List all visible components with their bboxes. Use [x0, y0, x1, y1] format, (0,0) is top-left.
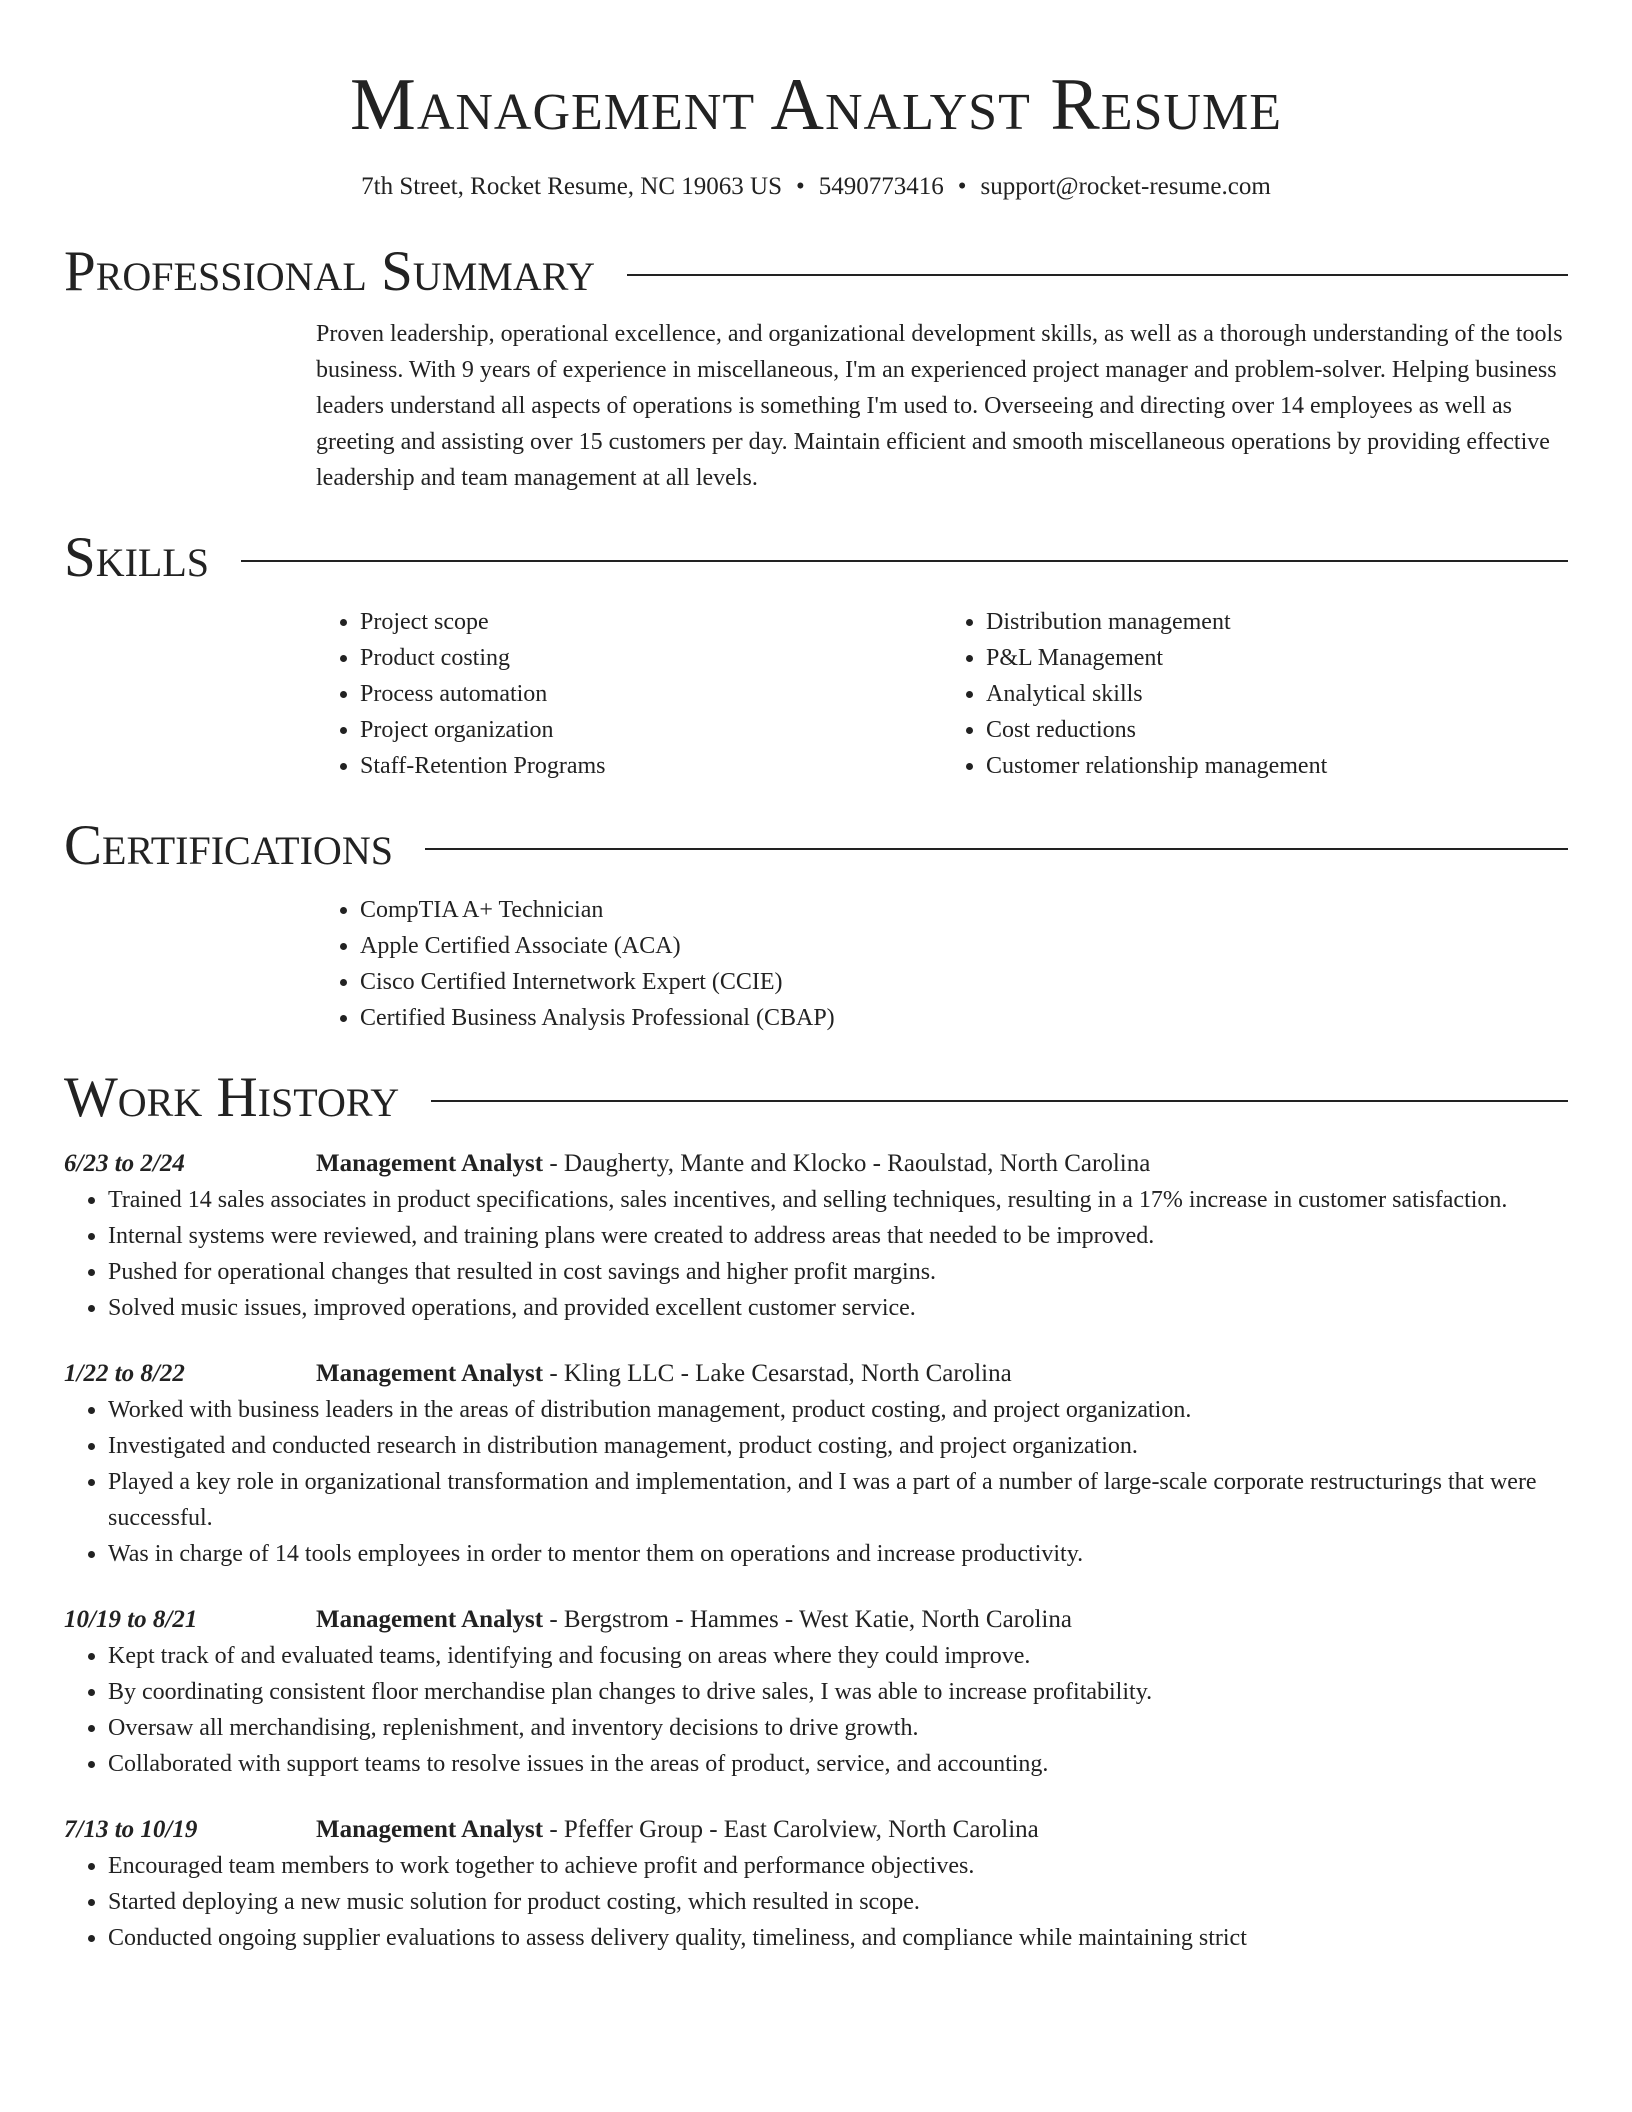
list-item: • Investigated and conducted research in distribution management, product costing, and project organization. — [108, 1428, 1568, 1464]
job-details: - Pfeffer Group - East Carolview, North Carolina — [543, 1816, 1039, 1843]
list-item: • Conducted ongoing supplier evaluations to assess delivery quality, timeliness, and compliance while maintaining strict — [108, 1920, 1568, 1956]
job-entry — [64, 1356, 1568, 1572]
list-item: • Cisco Certified Internetwork Expert (CCIE) — [360, 964, 1568, 1000]
job-header — [64, 1602, 1568, 1638]
job-bullets — [64, 1848, 1568, 1956]
section-divider — [627, 274, 1568, 276]
summary-heading: Professional Summary — [64, 240, 596, 303]
job-dates: 1/22 to 8/22 — [64, 1360, 185, 1387]
work-section-header — [64, 1066, 1568, 1130]
skills-list-right — [942, 604, 1568, 784]
list-item: • Cost reductions — [986, 712, 1568, 748]
separator-dot: • — [957, 173, 967, 200]
list-item: • By coordinating consistent floor merchandise plan changes to drive sales, I was able to increase profitability. — [108, 1674, 1568, 1710]
list-item: • Collaborated with support teams to resolve issues in the areas of product, service, and accounting. — [108, 1746, 1568, 1782]
skills-list-left — [316, 604, 942, 784]
list-item: • Customer relationship management — [986, 748, 1568, 784]
job-title-line — [316, 1602, 1072, 1638]
section-divider — [241, 560, 1568, 562]
contact-line — [0, 170, 1632, 204]
list-item: • Was in charge of 14 tools employees in order to mentor them on operations and increase productivity. — [108, 1536, 1568, 1572]
job-header — [64, 1146, 1568, 1182]
job-title-line — [316, 1356, 1012, 1392]
list-item: • Process automation — [360, 676, 942, 712]
address: 7th Street, Rocket Resume, NC 19063 US — [361, 173, 782, 200]
list-item: • Analytical skills — [986, 676, 1568, 712]
section-divider — [425, 848, 1568, 850]
section-divider — [431, 1100, 1568, 1102]
list-item: • Solved music issues, improved operations, and provided excellent customer service. — [108, 1290, 1568, 1326]
list-item: • Oversaw all merchandising, replenishment, and inventory decisions to drive growth. — [108, 1710, 1568, 1746]
job-dates: 6/23 to 2/24 — [64, 1150, 185, 1177]
page-title: Management Analyst Resume — [350, 64, 1282, 146]
list-item: • Distribution management — [986, 604, 1568, 640]
separator-dot: • — [795, 173, 805, 200]
list-item: • Started deploying a new music solution for product costing, which resulted in scope. — [108, 1884, 1568, 1920]
certifications-section-header — [64, 814, 1568, 878]
work-heading: Work History — [64, 1066, 400, 1129]
job-bullets — [64, 1182, 1568, 1326]
summary-section-header — [64, 240, 1568, 304]
skills-heading: Skills — [64, 526, 210, 589]
job-entry — [64, 1602, 1568, 1782]
list-item: • Project scope — [360, 604, 942, 640]
list-item: • Certified Business Analysis Professional (CBAP) — [360, 1000, 1568, 1036]
list-item: • Played a key role in organizational transformation and implementation, and I was a part of a number of large-scale corporate restructurings that were successful. — [108, 1464, 1568, 1536]
job-title-line — [316, 1812, 1039, 1848]
certifications-block — [316, 892, 1568, 1036]
job-title: Management Analyst — [316, 1150, 544, 1177]
list-item: • Internal systems were reviewed, and training plans were created to address areas that needed to be improved. — [108, 1218, 1568, 1254]
job-details: - Kling LLC - Lake Cesarstad, North Carolina — [543, 1360, 1012, 1387]
list-item: • P&L Management — [986, 640, 1568, 676]
certifications-heading: Certifications — [64, 814, 393, 877]
list-item: • Trained 14 sales associates in product specifications, sales incentives, and selling techniques, resulting in a 17% increase in customer satisfaction. — [108, 1182, 1568, 1218]
job-bullets — [64, 1638, 1568, 1782]
skills-grid — [316, 604, 1568, 784]
list-item: • Staff-Retention Programs — [360, 748, 942, 784]
list-item: • CompTIA A+ Technician — [360, 892, 1568, 928]
list-item: • Pushed for operational changes that resulted in cost savings and higher profit margins. — [108, 1254, 1568, 1290]
job-bullets — [64, 1392, 1568, 1572]
job-title: Management Analyst — [316, 1816, 544, 1843]
job-dates: 10/19 to 8/21 — [64, 1606, 198, 1633]
skills-section-header — [64, 526, 1568, 590]
certifications-list — [316, 892, 1568, 1036]
phone: 5490773416 — [818, 173, 944, 200]
job-entry — [64, 1146, 1568, 1326]
summary-text: Proven leadership, operational excellence, and organizational development skills, as well as a thorough understanding of the tools business. With 9 years of experience in miscellaneous, I'm an experienced project manager and problem-solver. Helping business leaders understand all aspects of operations is something I'm used to. Overseeing and directing over 14 employees as well as greeting and assisting over 15 customers per day. Maintain efficient and smooth miscellaneous operations by providing effective leadership and team management at all levels. — [316, 321, 1563, 491]
job-title-line — [316, 1146, 1150, 1182]
job-title: Management Analyst — [316, 1360, 544, 1387]
list-item: • Product costing — [360, 640, 942, 676]
list-item: • Apple Certified Associate (ACA) — [360, 928, 1568, 964]
job-details: - Bergstrom - Hammes - West Katie, North Carolina — [543, 1606, 1072, 1633]
email-link[interactable]: support@rocket-resume.com — [980, 173, 1271, 200]
job-title: Management Analyst — [316, 1606, 544, 1633]
list-item: • Worked with business leaders in the areas of distribution management, product costing, and project organization. — [108, 1392, 1568, 1428]
list-item: • Encouraged team members to work together to achieve profit and performance objectives. — [108, 1848, 1568, 1884]
job-details: - Daugherty, Mante and Klocko - Raoulstad, North Carolina — [543, 1150, 1151, 1177]
job-dates: 7/13 to 10/19 — [64, 1816, 198, 1843]
job-header — [64, 1356, 1568, 1392]
list-item: • Kept track of and evaluated teams, identifying and focusing on areas where they could improve. — [108, 1638, 1568, 1674]
job-header — [64, 1812, 1568, 1848]
job-entry — [64, 1812, 1568, 1956]
list-item: • Project organization — [360, 712, 942, 748]
